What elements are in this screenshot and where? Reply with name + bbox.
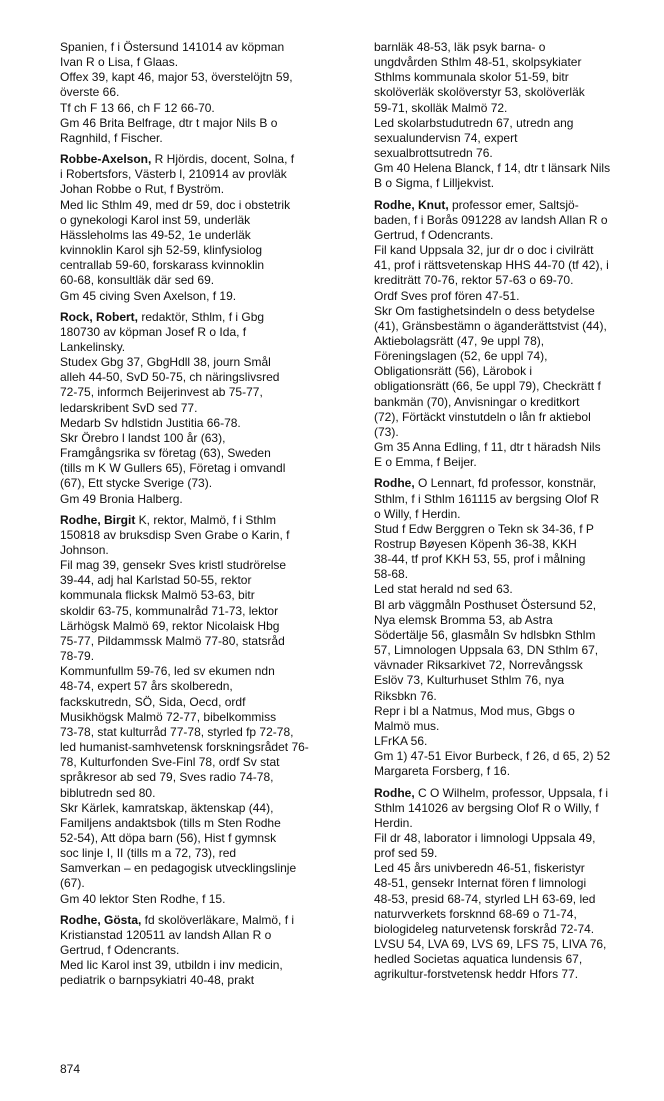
entry-line: [60, 167, 354, 182]
entry-line: [374, 425, 662, 440]
entry-line: [60, 273, 354, 288]
biography-entry: [374, 198, 662, 471]
entry-line: [374, 907, 662, 922]
entry-line: [374, 922, 662, 937]
entry-line: [60, 446, 354, 461]
entry-line: [374, 734, 662, 749]
entry-text: E o Emma, f Beijer.: [374, 455, 477, 470]
entry-line: [374, 658, 662, 673]
entry-text: O Lennart, fd professor, konstnär,: [414, 476, 597, 491]
entry-line: [374, 689, 662, 704]
entry-text: led humanist-samhvetensk forskningsrådet 76-: [60, 740, 309, 755]
entry-line: [374, 967, 662, 982]
entry-line: [374, 507, 662, 522]
entry-text: naturvverkets forsknnd 68-69 o 71-74,: [374, 906, 577, 921]
entry-line: [374, 243, 662, 258]
entry-line: [60, 152, 354, 167]
entry-line: [60, 725, 354, 740]
entry-text: agrikultur-forstvetensk heddr Hfors 77.: [374, 967, 579, 982]
entry-line: [374, 349, 662, 364]
entry-text: Rostrup Bøyesen Köpenh 36-38, KKH: [374, 537, 577, 551]
entry-line: [60, 755, 354, 770]
entry-line: [374, 876, 662, 891]
entry-line: [60, 943, 354, 958]
entry-line: [60, 461, 354, 476]
entry-line: [60, 558, 354, 573]
entry-text: sexualbrottsutredn 76.: [374, 146, 493, 161]
biography-entry: [60, 913, 354, 989]
entry-line: [60, 913, 354, 928]
entry-text: Familjens andaktsbok (tills m Sten Rodhe: [60, 815, 281, 830]
entry-line: [374, 440, 662, 455]
entry-line: [60, 573, 354, 588]
entry-line: [60, 213, 354, 228]
entry-text: bankmän (70), Anvisningar o kreditkort: [374, 394, 580, 409]
entry-text: prof sed 59.: [374, 846, 438, 861]
entry-text: krediträtt 70-76, rektor 57-63 o 69-70.: [374, 273, 574, 288]
entry-line: [60, 85, 354, 100]
entry-text: ledarskribent SvD sed 77.: [60, 400, 198, 415]
entry-text: Kommunfullm 59-76, led sv ekumen ndn: [60, 664, 275, 679]
entry-text: Stud f Edw Berggren o Tekn sk 34-36, f P: [374, 521, 594, 536]
entry-line: [374, 146, 662, 161]
entry-text: centrallab 59-60, forskarass kvinnoklin: [60, 258, 265, 273]
entry-line: [374, 749, 662, 764]
entry-line: [60, 831, 354, 846]
entry-line: [60, 543, 354, 558]
entry-line: [374, 379, 662, 394]
entry-line: [60, 634, 354, 649]
entry-line: [60, 588, 354, 603]
entry-surname: Robbe-Axelson,: [60, 152, 152, 167]
left-column: [60, 40, 354, 989]
entry-text: 78, Kulturfonden Sve-Finl 78, ordf Sv stat: [60, 755, 280, 770]
entry-text: 48-51, gensekr Internat fören f limnologi: [374, 876, 587, 891]
entry-text: Skr Kärlek, kamratskap, äktenskap (44),: [60, 800, 274, 815]
entry-text: 52-54), Att döpa barn (56), Hist f gymnsk: [60, 830, 277, 845]
entry-text: Offex 39, kapt 46, major 53, överstelöjtn 59,: [60, 70, 293, 85]
entry-line: [374, 582, 662, 597]
entry-text: o gynekologi Karol inst 59, underläk: [60, 212, 251, 227]
entry-line: [374, 334, 662, 349]
entry-line: [374, 598, 662, 613]
entry-text: R Hjördis, docent, Solna, f: [151, 152, 295, 167]
entry-text: Gm 40 lektor Sten Rodhe, f 15.: [60, 891, 226, 906]
entry-surname: Rodhe,: [374, 785, 415, 800]
entry-line: [374, 101, 662, 116]
entry-line: [60, 710, 354, 725]
entry-line: [60, 816, 354, 831]
entry-text: 75-77, Pildammssk Malmö 77-80, statsråd: [60, 633, 285, 648]
biography-entry: [60, 152, 354, 304]
entry-line: [60, 801, 354, 816]
biography-entry: [60, 310, 354, 507]
entry-text: Gertrud, f Odencrants.: [60, 943, 180, 958]
biography-entry: [60, 40, 354, 146]
entry-line: [60, 116, 354, 131]
entry-text: biologideleg naturvetensk forskråd 72-74.: [374, 921, 595, 936]
entry-text: Framgångsrika sv företag (63), Sweden: [60, 446, 271, 461]
entry-text: Lärhögsk Malmö 69, rektor Nicolaisk Hbg: [60, 618, 280, 633]
entry-text: Ivan R o Lisa, f Glaas.: [60, 55, 179, 70]
entry-line: [60, 846, 354, 861]
entry-line: [374, 643, 662, 658]
entry-line: [60, 289, 354, 304]
entry-text: Malmö mus.: [374, 718, 440, 733]
entry-line: [60, 928, 354, 943]
entry-line: [374, 116, 662, 131]
entry-line: [374, 131, 662, 146]
right-column: [374, 40, 662, 983]
entry-text: språkresor ab sed 79, Sves radio 74-78,: [60, 770, 274, 785]
entry-text: Bl arb väggmåln Posthuset Östersund 52,: [374, 597, 597, 612]
entry-text: professor emer, Saltsjö-: [448, 197, 579, 212]
biography-entry: [374, 40, 662, 192]
entry-line: [60, 101, 354, 116]
entry-text: LVSU 54, LVA 69, LVS 69, LFS 75, LIVA 76,: [374, 937, 607, 952]
entry-text: Med lic Karol inst 39, utbildn i inv medicin,: [60, 958, 283, 973]
entry-text: 38-44, tf prof KKH 53, 55, prof i målning: [374, 552, 586, 567]
biography-entry: [374, 786, 662, 983]
entry-line: [60, 355, 354, 370]
entry-text: C O Wilhelm, professor, Uppsala, f i: [414, 785, 609, 800]
entry-text: 59-71, skolläk Malmö 72.: [374, 100, 508, 115]
entry-line: [374, 764, 662, 779]
entry-text: Medarb Sv hdlstidn Justitia 66-78.: [60, 415, 241, 430]
entry-text: Obligationsrätt (56), Lärobok i: [374, 364, 533, 379]
entry-text: Hässleholms las 49-52, 1e underläk: [60, 227, 251, 242]
entry-text: 180730 av köpman Josef R o Ida, f: [60, 324, 247, 339]
entry-line: [374, 304, 662, 319]
entry-text: Sthlms kommunala skolor 51-59, bitr: [374, 70, 569, 85]
entry-text: kommunala flicksk Malmö 53-63, bitr: [60, 588, 255, 603]
entry-line: [374, 952, 662, 967]
entry-text: LFrKA 56.: [374, 734, 428, 749]
entry-line: [374, 567, 662, 582]
entry-text: Led stat herald nd sed 63.: [374, 582, 513, 597]
entry-line: [60, 604, 354, 619]
entry-text: skoldir 63-75, kommunalråd 71-73, lektor: [60, 603, 279, 618]
entry-line: [60, 740, 354, 755]
entry-text: Skr Om fastighetsindeln o dess betydelse: [374, 303, 595, 318]
entry-line: [60, 786, 354, 801]
entry-line: [374, 198, 662, 213]
entry-text: Herdin.: [374, 815, 413, 830]
entry-text: Nya elemsk Bromma 53, ab Astra: [374, 612, 553, 627]
entry-line: [60, 876, 354, 891]
entry-surname: Rodhe,: [374, 476, 415, 491]
entry-text: Tf ch F 13 66, ch F 12 66-70.: [60, 100, 215, 115]
entry-line: [374, 522, 662, 537]
entry-text: fd skolöverläkare, Malmö, f i: [141, 912, 295, 927]
entry-text: Led 45 års univberedn 46-51, fiskeristyr: [374, 861, 585, 876]
entry-text: barnläk 48-53, läk psyk barna- o: [374, 40, 546, 54]
entry-line: [374, 258, 662, 273]
entry-line: [374, 228, 662, 243]
entry-line: [60, 198, 354, 213]
entry-line: [374, 937, 662, 952]
entry-text: Gm 35 Anna Edling, f 11, dtr t häradsh Nils: [374, 440, 601, 455]
entry-text: Repr i bl a Natmus, Mod mus, Gbgs o: [374, 703, 575, 718]
entry-text: Johan Robbe o Rut, f Byström.: [60, 182, 225, 197]
entry-text: (73).: [374, 424, 399, 439]
entry-line: [374, 364, 662, 379]
entry-line: [374, 273, 662, 288]
entry-text: 48-53, presid 68-74, styrled LH 63-69, led: [374, 891, 596, 906]
entry-line: [60, 370, 354, 385]
entry-text: 78-79.: [60, 649, 95, 664]
entry-line: [374, 455, 662, 470]
entry-surname: Rodhe, Knut,: [374, 197, 449, 212]
entry-text: Föreningslagen (52, 6e uppl 74),: [374, 349, 548, 364]
entry-line: [60, 70, 354, 85]
entry-line: [374, 395, 662, 410]
entry-text: Samverkan – en pedagogisk utvecklingslinje: [60, 861, 297, 876]
entry-text: vävnader Riksarkivet 72, Norrevångssk: [374, 658, 583, 673]
entry-text: sexualundervisn 74, expert: [374, 130, 518, 145]
entry-line: [60, 243, 354, 258]
entry-text: Gm 1) 47-51 Eivor Burbeck, f 26, d 65, 2) 52: [374, 749, 611, 764]
entry-text: alleh 44-50, SvD 50-75, ch näringslivsred: [60, 370, 280, 385]
entry-text: Ragnhild, f Fischer.: [60, 130, 163, 145]
entry-line: [374, 40, 662, 55]
entry-text: 72-75, informch Beijerinvest ab 75-77,: [60, 385, 263, 400]
entry-line: [374, 161, 662, 176]
page-number: 874: [60, 1062, 81, 1076]
entry-line: [60, 182, 354, 197]
entry-text: 73-78, stat kulturråd 77-78, styrled fp 72-78,: [60, 724, 294, 739]
entry-text: Eslöv 73, Kulturhuset Sthlm 76, nya: [374, 673, 565, 688]
entry-line: [374, 673, 662, 688]
entry-text: i Robertsfors, Västerb l, 210914 av provläk: [60, 167, 287, 182]
entry-text: Gm 40 Helena Blanck, f 14, dtr t länsark Nils: [374, 161, 611, 176]
entry-text: Gertrud, f Odencrants.: [374, 227, 494, 242]
entry-line: [374, 476, 662, 491]
entry-text: Led skolarbstudutredn 67, utredn ang: [374, 115, 574, 130]
entry-line: [60, 770, 354, 785]
entry-text: Riksbkn 76.: [374, 688, 437, 703]
entry-text: 39-44, adj hal Karlstad 50-55, rektor: [60, 573, 252, 588]
entry-text: Med lic Sthlm 49, med dr 59, doc i obstetrik: [60, 197, 291, 212]
entry-line: [374, 213, 662, 228]
entry-text: Gm 46 Brita Belfrage, dtr t major Nils B o: [60, 115, 278, 130]
entry-surname: Rock, Robert,: [60, 309, 139, 324]
entry-line: [374, 892, 662, 907]
entry-line: [60, 664, 354, 679]
entry-line: [60, 528, 354, 543]
entry-surname: Rodhe, Gösta,: [60, 912, 142, 927]
entry-text: 150818 av bruksdisp Sven Grabe o Karin, f: [60, 527, 290, 542]
entry-line: [374, 537, 662, 552]
entry-text: 57, Limnologen Uppsala 63, DN Sthlm 67,: [374, 643, 599, 658]
entry-line: [374, 801, 662, 816]
entry-text: o Willy, f Herdin.: [374, 506, 461, 521]
entry-line: [60, 340, 354, 355]
entry-line: [374, 552, 662, 567]
entry-text: Studex Gbg 37, GbgHdll 38, journ Smål: [60, 355, 271, 370]
entry-text: 60-68, konsultläk där sed 69.: [60, 273, 215, 288]
entry-text: pediatrik o barnpsykiatri 40-48, prakt: [60, 973, 255, 988]
entry-line: [60, 649, 354, 664]
entry-line: [60, 401, 354, 416]
entry-text: Fil dr 48, laborator i limnologi Uppsala 49,: [374, 830, 596, 845]
biography-entry: [60, 513, 354, 907]
entry-text: 58-68.: [374, 567, 409, 582]
entry-text: Johnson.: [60, 543, 109, 557]
entry-line: [60, 476, 354, 491]
entry-line: [374, 410, 662, 425]
entry-text: kvinnoklin Karol sjh 52-59, klinfysiolog: [60, 243, 263, 258]
entry-text: (tills m K W Gullers 65), Företag i omvandl: [60, 461, 286, 476]
entry-line: [374, 176, 662, 191]
entry-text: Musikhögsk Malmö 72-77, bibelkommiss: [60, 709, 277, 724]
entry-line: [374, 70, 662, 85]
entry-line: [60, 892, 354, 907]
entry-line: [374, 289, 662, 304]
entry-line: [374, 861, 662, 876]
entry-text: Gm 49 Bronia Halberg.: [60, 491, 183, 506]
entry-line: [60, 679, 354, 694]
entry-text: (67), Ett stycke Sverige (73).: [60, 476, 213, 491]
entry-line: [374, 831, 662, 846]
entry-text: Sthlm, f i Sthlm 161115 av bergsing Olof R: [374, 491, 599, 506]
entry-line: [60, 973, 354, 988]
entry-line: [60, 513, 354, 528]
entry-text: Sthlm 141026 av bergsing Olof R o Willy, f: [374, 800, 599, 815]
entry-text: K, rektor, Malmö, f i Sthlm: [135, 512, 277, 527]
entry-text: fackskutredn, SÖ, Sida, Oecd, ordf: [60, 694, 246, 709]
entry-line: [374, 55, 662, 70]
entry-line: [374, 719, 662, 734]
entry-line: [60, 958, 354, 973]
entry-line: [60, 40, 354, 55]
entry-text: baden, f i Borås 091228 av landsh Allan R o: [374, 212, 608, 227]
entry-line: [60, 695, 354, 710]
entry-line: [60, 431, 354, 446]
entry-line: [60, 325, 354, 340]
entry-line: [60, 385, 354, 400]
entry-line: [60, 416, 354, 431]
entry-text: Södertälje 56, glasmåln Sv hdlsbkn Sthlm: [374, 627, 596, 642]
entry-text: B o Sigma, f Lilljekvist.: [374, 176, 495, 191]
entry-line: [374, 628, 662, 643]
entry-text: Gm 45 civing Sven Axelson, f 19.: [60, 288, 237, 303]
entry-text: överste 66.: [60, 85, 120, 100]
entry-line: [60, 131, 354, 146]
entry-text: obligationsrätt (66, 5e uppl 79), Checkrätt f: [374, 379, 601, 394]
entry-surname: Rodhe, Birgit: [60, 512, 136, 527]
entry-line: [374, 492, 662, 507]
entry-line: [374, 846, 662, 861]
entry-line: [60, 492, 354, 507]
entry-text: hedled Societas aquatica lundensis 67,: [374, 952, 583, 967]
entry-line: [60, 619, 354, 634]
entry-text: ungdvården Sthlm 48-51, skolpsykiater: [374, 55, 582, 70]
entry-line: [60, 310, 354, 325]
entry-line: [374, 786, 662, 801]
biography-entry: [374, 476, 662, 779]
entry-line: [60, 861, 354, 876]
entry-line: [374, 816, 662, 831]
entry-text: Ordf Sves prof fören 47-51.: [374, 288, 520, 303]
entry-line: [374, 613, 662, 628]
entry-text: Lankelinsky.: [60, 339, 126, 354]
entry-line: [374, 319, 662, 334]
entry-text: Fil mag 39, gensekr Sves kristl studrörelse: [60, 558, 287, 573]
entry-text: Aktiebolagsrätt (47, 9e uppl 78),: [374, 333, 545, 348]
entry-text: Margareta Forsberg, f 16.: [374, 764, 511, 779]
entry-line: [374, 85, 662, 100]
entry-text: Spanien, f i Östersund 141014 av köpman: [60, 40, 285, 54]
entry-text: 48-74, expert 57 års skolberedn,: [60, 679, 233, 694]
entry-line: [374, 704, 662, 719]
entry-text: biblutredn sed 80.: [60, 785, 156, 800]
entry-text: Skr Örebro l landst 100 år (63),: [60, 430, 226, 445]
entry-line: [60, 258, 354, 273]
entry-text: skolöverläk skolöverstyr 53, skolöverläk: [374, 85, 585, 100]
entry-text: Kristianstad 120511 av landsh Allan R o: [60, 927, 272, 942]
entry-text: (72), Förtäckt vinstutdeln o lån fr aktiebol: [374, 409, 591, 424]
entry-text: (67).: [60, 876, 85, 891]
entry-text: (41), Gränsbestämn o äganderättstvist (44),: [374, 318, 607, 333]
entry-line: [60, 228, 354, 243]
entry-text: 41, prof i rättsvetenskap HHS 44-70 (tf 42), i: [374, 258, 609, 273]
entry-text: soc linje I, II (tills m a 72, 73), red: [60, 846, 237, 861]
entry-text: redaktör, Sthlm, f i Gbg: [138, 309, 265, 324]
entry-line: [60, 55, 354, 70]
entry-text: Fil kand Uppsala 32, jur dr o doc i civilrätt: [374, 243, 594, 258]
